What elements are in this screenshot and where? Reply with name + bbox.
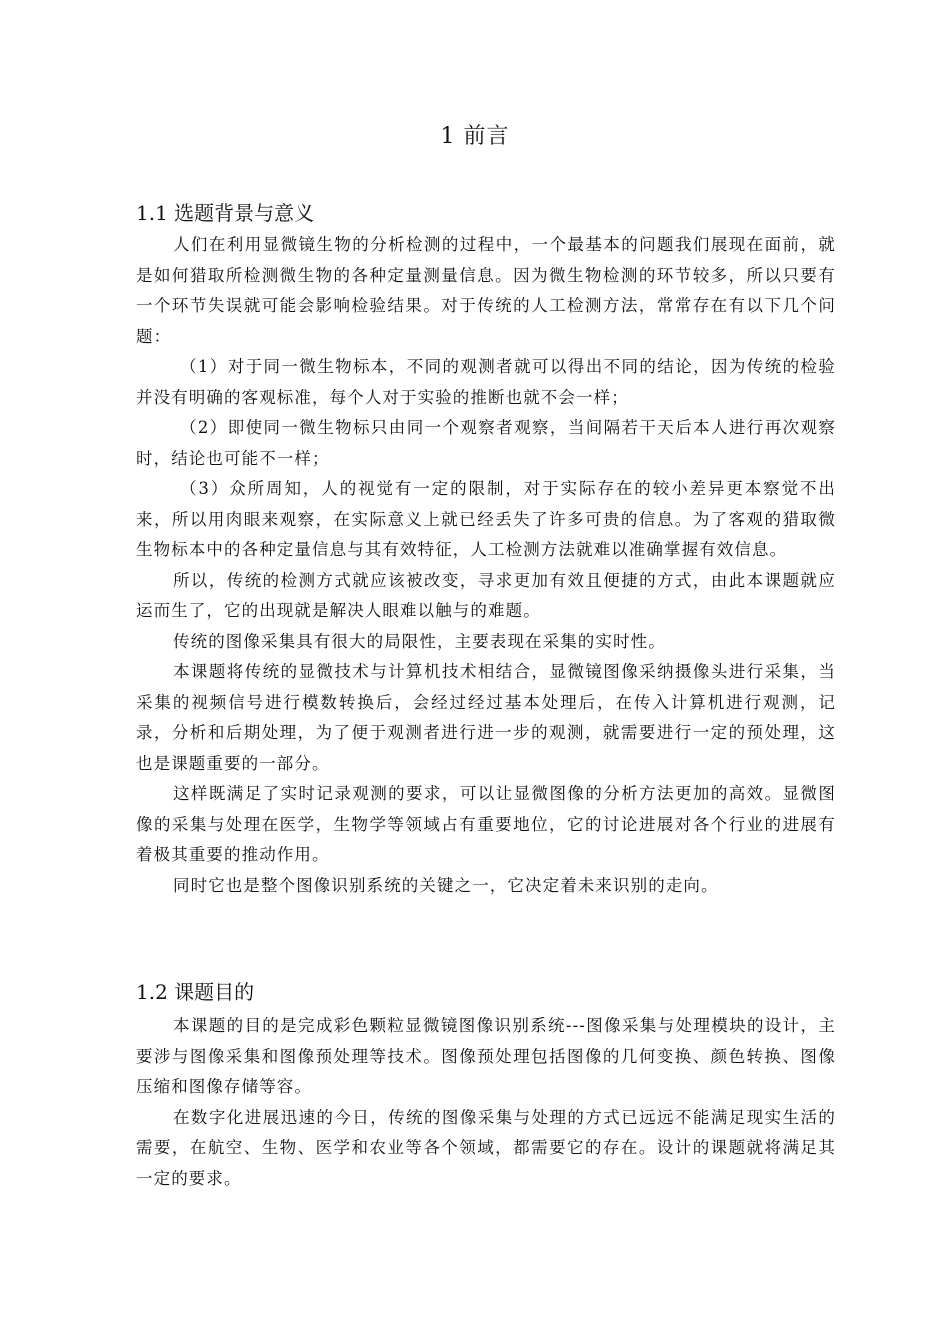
paragraph: 所以，传统的检测方式就应该被改变，寻求更加有效且便捷的方式，由此本课题就应运而生了，它的出现就是解决人眼难以触与的难题。	[136, 570, 836, 620]
section-title: 1.1 选题背景与意义	[136, 201, 315, 225]
list-item: （1）对于同一微生物标本，不同的观测者就可以得出不同的结论，因为传统的检验并没有明确的客观标准，每个人对于实验的推断也就不会一样；	[136, 357, 836, 407]
list-item: （2）即使同一微生物标只由同一个观察者观察，当间隔若干天后本人进行再次观察时，结论也可能不一样；	[136, 418, 836, 468]
paragraph: 传统的图像采集具有很大的局限性，主要表现在采集的实时性。	[173, 631, 666, 651]
paragraph: 这样既满足了实时记录观测的要求，可以让显微图像的分析方法更加的高效。显微图像的采集与处理在医学，生物学等领域占有重要地位，它的讨论进展对各个行业的进展有着极其重要的推动作用。	[136, 784, 836, 864]
paragraph: 人们在利用显微镜生物的分析检测的过程中，一个最基本的问题我们展现在面前，就是如何猎取所检测微生物的各种定量测量信息。因为微生物检测的环节较多，所以只要有一个环节失误就可能会影响检验结果。对于传统的人工检测方法，常常存在有以下几个问题：	[136, 235, 836, 346]
paragraph: 同时它也是整个图像识别系统的关键之一，它决定着未来识别的走向。	[173, 875, 719, 895]
chapter-title: 1 前言	[440, 124, 510, 149]
paragraph: 本课题将传统的显微技术与计算机技术相结合，显微镜图像采纳摄像头进行采集，当采集的视频信号进行模数转换后，会经过经过基本处理后，在传入计算机进行观测，记录，分析和后期处理，为了便于观测者进行进一步的观测，就需要进行一定的预处理，这也是课题重要的一部分。	[136, 662, 836, 773]
list-item: （3）众所周知，人的视觉有一定的限制，对于实际存在的较小差异更本察觉不出来，所以用肉眼来观察，在实际意义上就已经丢失了许多可贵的信息。为了客观的猎取微生物标本中的各种定量信息与其有效特征，人工检测方法就难以准确掌握有效信息。	[136, 479, 836, 559]
paragraph: 本课题的目的是完成彩色颗粒显微镜图像识别系统---图像采集与处理模块的设计，主要涉与图像采集和图像预处理等技术。图像预处理包括图像的几何变换、颜色转换、图像压缩和图像存储等容。	[136, 1016, 836, 1096]
paragraph: 在数字化进展迅速的今日，传统的图像采集与处理的方式已远远不能满足现实生活的需要，在航空、生物、医学和农业等各个领域，都需要它的存在。设计的课题就将满足其一定的要求。	[136, 1107, 836, 1188]
section-purpose	[136, 977, 836, 1194]
section-title: 1.2 课题目的	[136, 980, 255, 1004]
section-background	[136, 198, 836, 901]
